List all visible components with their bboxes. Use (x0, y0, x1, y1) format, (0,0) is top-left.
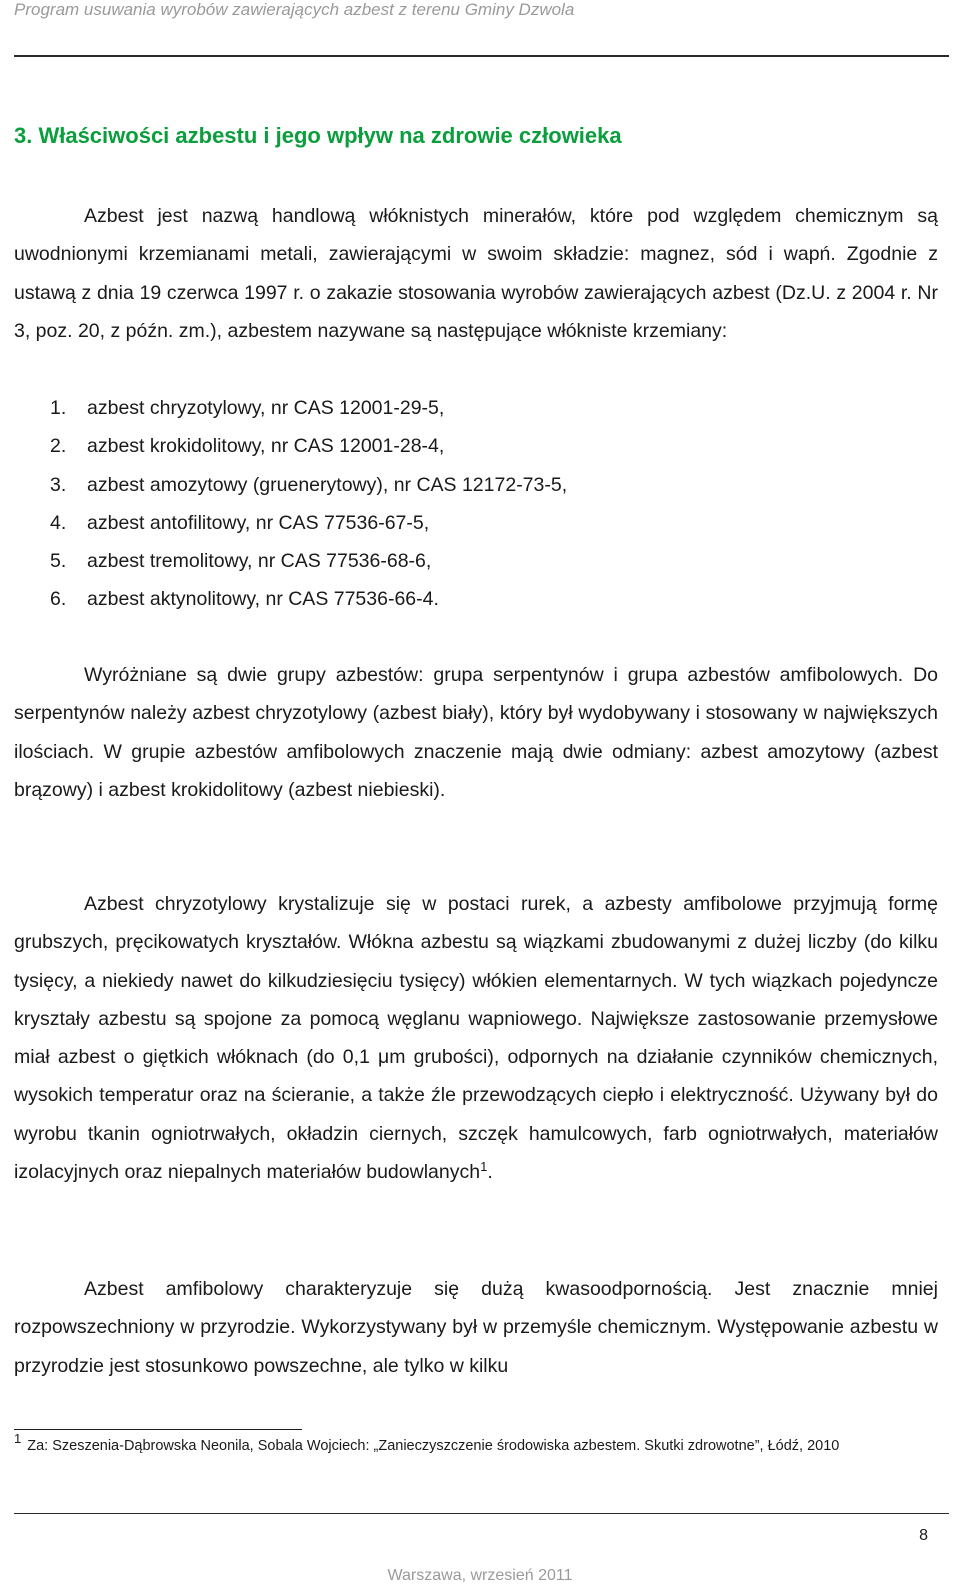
paragraph-groups (14, 656, 938, 809)
cas-list (14, 389, 567, 619)
list-text: azbest krokidolitowy, nr CAS 12001-28-4, (87, 435, 445, 458)
list-number: 1. (50, 397, 67, 419)
list-number: 6. (50, 588, 67, 611)
footnote-reference[interactable]: 1 (480, 1159, 488, 1175)
footer-divider (14, 1513, 949, 1514)
page-number: 8 (919, 1527, 928, 1544)
paragraph-amphibole (14, 1270, 938, 1385)
list-text: azbest tremolitowy, nr CAS 77536-68-6, (87, 550, 432, 573)
paragraph-text: Wyróżniane są dwie grupy azbestów: grupa serpentynów i grupa azbestów amfibolowych. Do serpentynów należy azbest chryzotylowy (azbest biały), który był wydobywany i stosowany w największych ilościach. W grupie azbestów amfibolowych znaczenie mają dwie odmiany: azbest amozytowy (azbest brązowy) i azbest krokidolitowy (azbest niebieski). (14, 664, 938, 801)
list-item (14, 580, 567, 618)
list-text: azbest antofilitowy, nr CAS 77536-67-5, (87, 511, 430, 534)
section-heading: 3. Właściwości azbestu i jego wpływ na zdrowie człowieka (14, 123, 622, 148)
list-item (14, 504, 567, 542)
footnote-text: Za: Szeszenia-Dąbrowska Neonila, Sobala Wojciech: „Zanieczyszczenie środowiska azbestem. Skutki zdrowotne”, Łódź, 2010 (27, 1438, 840, 1454)
list-number: 3. (50, 473, 67, 496)
list-item (14, 542, 567, 580)
paragraph-end: . (487, 1161, 493, 1184)
list-text: azbest aktynolitowy, nr CAS 77536-66-4. (87, 588, 439, 611)
paragraph-structure (14, 885, 938, 1191)
header-divider (14, 55, 949, 57)
paragraph-definition (14, 197, 938, 350)
list-text: azbest amozytowy (gruenerytowy), nr CAS 12172-73-5, (87, 473, 568, 496)
running-header: Program usuwania wyrobów zawierających azbest z terenu Gminy Dzwola (14, 0, 575, 19)
list-number: 5. (50, 550, 67, 573)
footnote-divider (14, 1429, 302, 1430)
list-number: 2. (50, 435, 67, 458)
footnote (14, 1431, 930, 1457)
list-number: 4. (50, 511, 67, 534)
paragraph-text: Azbest amfibolowy charakteryzuje się dużą kwasoodpornością. Jest znacznie mniej rozpowszechniony w przyrodzie. Wykorzystywany był w przemyśle chemicznym. Występowanie azbestu w przyrodzie jest stosunkowo powszechne, ale tylko w kilku (14, 1278, 938, 1377)
list-item (14, 389, 567, 427)
list-item (14, 427, 567, 465)
list-text: azbest chryzotylowy, nr CAS 12001-29-5, (87, 397, 445, 419)
list-item (14, 466, 567, 504)
footer-place-date: Warszawa, wrzesień 2011 (387, 1567, 573, 1584)
paragraph-text: Azbest chryzotylowy krystalizuje się w postaci rurek, a azbesty amfibolowe przyjmują formę grubszych, pręcikowatych kryształów. Włókna azbestu są wiązkami zbudowanymi z dużej liczby (do kilku tysięcy, a niekiedy nawet do kilkudziesięciu tysięcy) włókien elementarnych. W tych wiązkach pojedyncze kryształy azbestu są spojone za pomocą węglanu wapniowego. Największe zastosowanie przemysłowe miał azbest o giętkich włóknach (do 0,1 μm grubości), odpornych na działanie czynników chemicznych, wysokich temperatur oraz na ścieranie, a także źle przewodzących ciepło i elektryczność. Używany był do wyrobu tkanin ogniotrwałych, okładzin ciernych, szczęk hamulcowych, farb ogniotrwałych, materiałów izolacyjnych oraz niepalnych materiałów budowlanych (14, 893, 938, 1184)
paragraph-text: Azbest jest nazwą handlową włóknistych minerałów, które pod względem chemicznym są uwodnionymi krzemianami metali, zawierającymi w swoim składzie: magnez, sód i wapń. Zgodnie z ustawą z dnia 19 czerwca 1997 r. o zakazie stosowania wyrobów zawierających azbest (Dz.U. z 2004 r. Nr 3, poz. 20, z późn. zm.), azbestem nazywane są następujące włókniste krzemiany: (14, 205, 938, 342)
footnote-mark: 1 (14, 1431, 22, 1446)
